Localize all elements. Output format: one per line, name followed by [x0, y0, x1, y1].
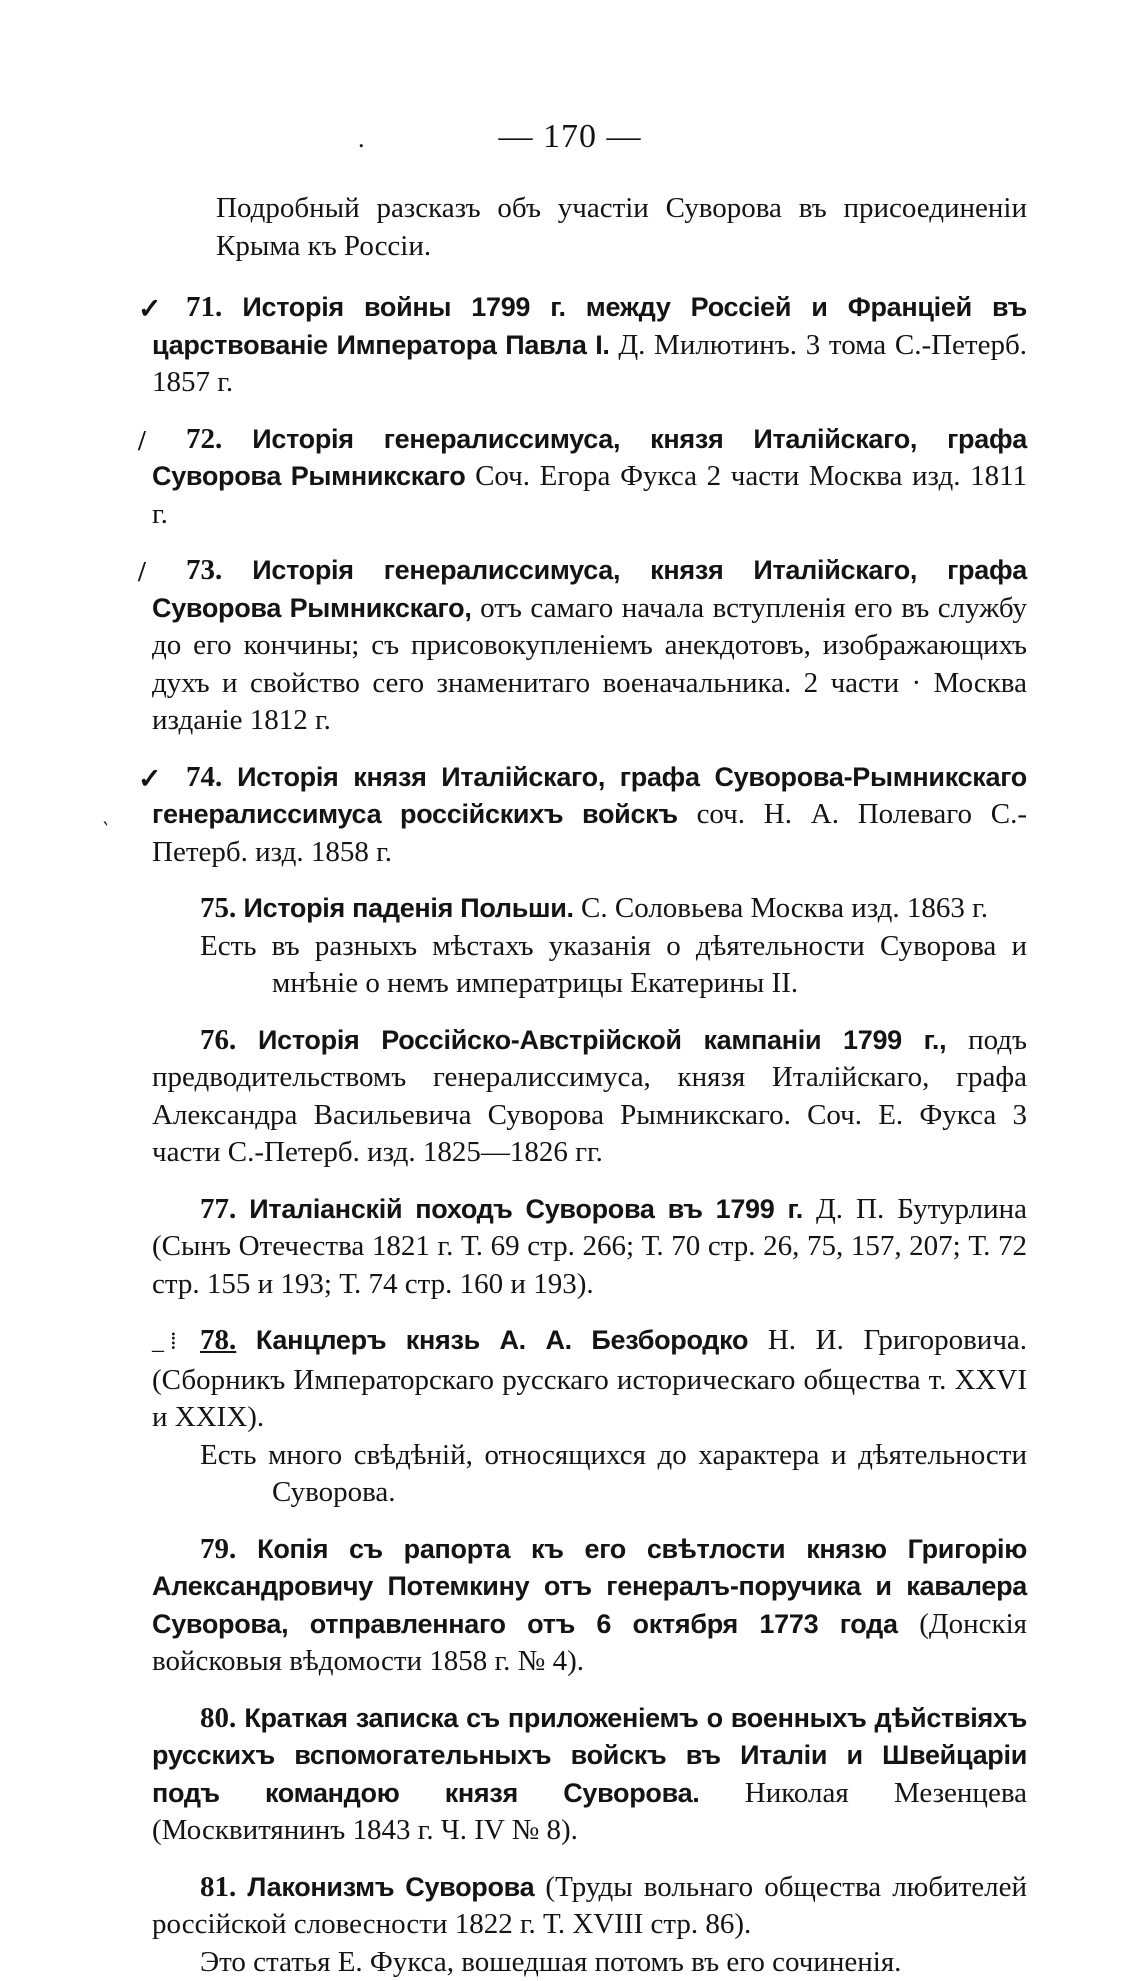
entry-number: 77. [200, 1193, 236, 1225]
entry-title: Исторія князя Италійскаго, графа Суворова-Рымникскаго генералиссимуса россійскихъ войскъ [152, 762, 1027, 830]
entry-title: Канцлеръ князь А. А. Безбородко [256, 1325, 748, 1355]
entry-details: Д. П. Бутурлина (Сынъ Отечества 1821 г. Т. 69 стр. 266; Т. 70 стр. 26, 75, 157, 207; Т. 72 стр. 155 и 193; Т. 74 стр. 160 и 193). [152, 1193, 1027, 1300]
entry-81 [152, 1869, 1027, 1944]
entry-number: 72. [186, 423, 222, 455]
entry-details: Д. Милютинъ. 3 тома С.-Петерб. 1857 г. [152, 329, 1027, 399]
entry-title: Копія съ рапорта къ его свѣтлости князю Григорію Александровичу Потемкину отъ генералъ-поручика и кавалера Суворова, отправленнаго отъ 6 октября 1773 года [152, 1534, 1027, 1639]
entry-details: Николая Мезенцева (Москвитянинъ 1843 г. Ч. IV № 8). [152, 1777, 1027, 1847]
page-number: — 170 — [0, 118, 1140, 156]
entry-details: Н. И. Григоровича. (Сборникъ Императорскаго русскаго историческаго общества т. XXVI и XXIX). [152, 1324, 1027, 1433]
entry-number: 74. [186, 761, 222, 793]
entry-title: Исторія Россійско-Австрійской кампаніи 1799 г., [258, 1025, 946, 1055]
margin-mark: _ ⁞ [152, 1324, 200, 1362]
check-mark-icon: ✓ [138, 291, 161, 329]
stray-mark: ‵ [103, 818, 108, 844]
entry-title: Исторія генералиссимуса, князя Италійскаго, графа Суворова Рымникскаго, [152, 555, 1027, 623]
entry-title: Исторія войны 1799 г. между Россіей и Франціей въ царствованіе Императора Павла I. [152, 292, 1027, 360]
entry-title: Италіанскій походъ Суворова въ 1799 г. [249, 1194, 803, 1224]
entry-number: 76. [200, 1024, 236, 1056]
entry-76 [152, 1022, 1027, 1172]
entry-78-note: Есть много свѣдѣній, относящихся до характера и дѣятельности Суворова. [152, 1437, 1027, 1512]
entry-80 [152, 1700, 1027, 1850]
intro-paragraph: Подробный разсказъ объ участіи Суворова въ присоединеніи Крыма къ Россіи. [152, 190, 1027, 265]
bibliography-list [152, 190, 1027, 1981]
entry-77 [152, 1191, 1027, 1304]
entry-details: подъ предводительствомъ генералиссимуса, князя Италійскаго, графа Александра Васильевича Суворова Рымникскаго. Соч. Е. Фукса 3 части С.-Петерб. изд. 1825—1826 гг. [152, 1024, 1027, 1169]
entry-78 [152, 1322, 1027, 1437]
entry-details: С. Соловьева Москва изд. 1863 г. [581, 892, 988, 924]
entry-title: Исторія паденія Польши. [244, 893, 574, 923]
entry-number: 71. [186, 291, 222, 323]
entry-details: (Донскія войсковыя вѣдомости 1858 г. № 4). [152, 1608, 1027, 1678]
entry-75 [152, 890, 1027, 928]
entry-details: Соч. Егора Фукса 2 части Москва изд. 1811 г. [152, 460, 1027, 530]
entry-72 [152, 421, 1027, 534]
entry-details: соч. Н. А. Полеваго С.-Петерб. изд. 1858 г. [152, 798, 1027, 868]
entry-number: 75. [200, 892, 236, 924]
entry-73 [152, 552, 1027, 740]
entry-71 [152, 289, 1027, 402]
check-mark-icon: / [138, 423, 146, 461]
entry-details: (Труды вольнаго общества любителей россійской словесности 1822 г. Т. XVIII стр. 86). [152, 1871, 1027, 1941]
stray-dot: . [358, 124, 365, 154]
entry-number: 80. [200, 1702, 236, 1734]
entry-number: 79. [200, 1533, 236, 1565]
entry-details: отъ самаго начала вступленія его въ службу до его кончины; съ присовокупленіемъ анекдотовъ, изображающихъ духъ и свойство сего знаменитаго военачальника. 2 части · Москва изданіе 1812 г. [152, 592, 1027, 737]
entry-title: Лаконизмъ Суворова [247, 1872, 534, 1902]
entry-number: 73. [186, 554, 222, 586]
entry-title: Исторія генералиссимуса, князя Италійскаго, графа Суворова Рымникскаго [152, 424, 1027, 492]
entry-75-note: Есть въ разныхъ мѣстахъ указанія о дѣятельности Суворова и мнѣніе о немъ императрицы Екатерины II. [152, 928, 1027, 1003]
entry-79 [152, 1531, 1027, 1681]
check-mark-icon: ✓ [138, 761, 161, 799]
check-mark-icon: / [138, 554, 146, 592]
entry-title: Краткая записка съ приложеніемъ о военныхъ дѣйствіяхъ русскихъ вспомогательныхъ войскъ въ Италіи и Швейцаріи подъ командою князя Суворова. [152, 1703, 1027, 1808]
entry-number: 81. [200, 1871, 236, 1903]
entry-74 [152, 759, 1027, 872]
entry-number: 78. [200, 1324, 236, 1356]
entry-81-note: Это статья Е. Фукса, вошедшая потомъ въ его сочиненія. [152, 1944, 1027, 1981]
